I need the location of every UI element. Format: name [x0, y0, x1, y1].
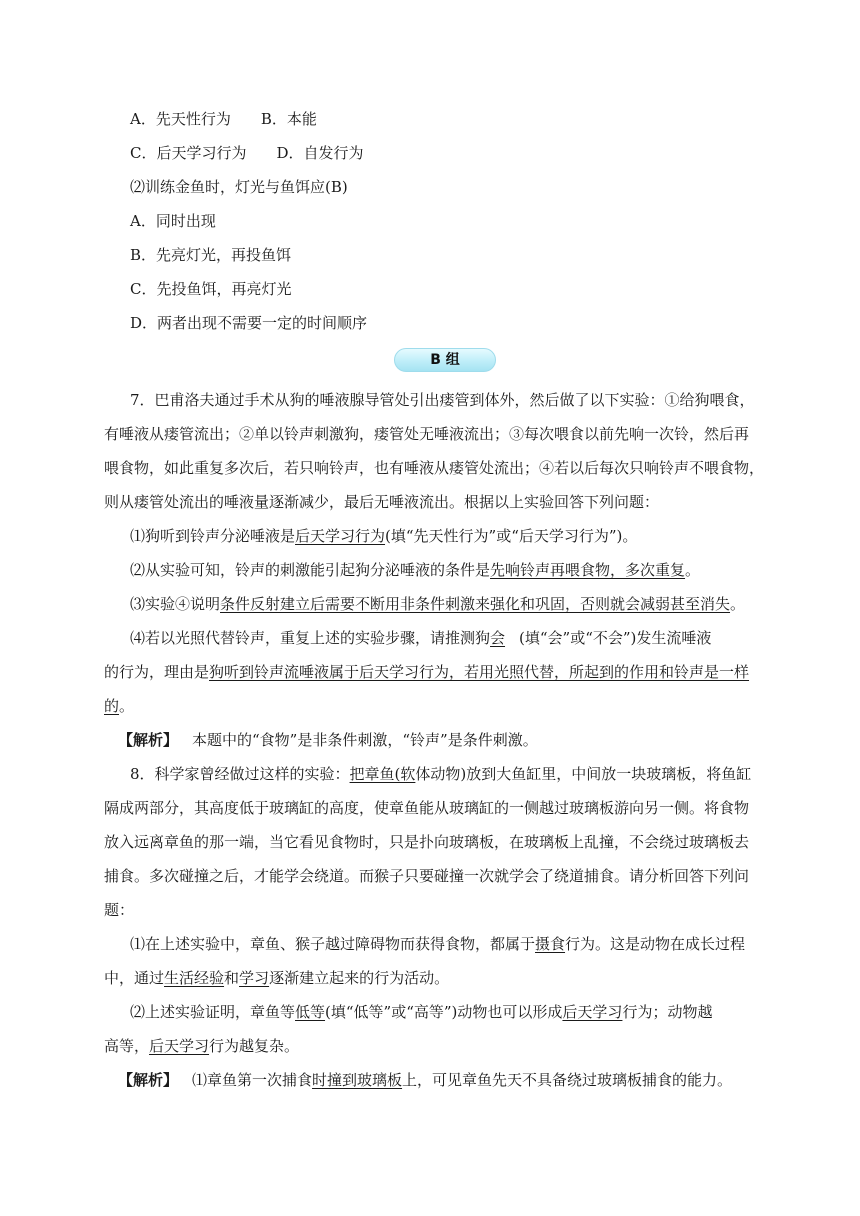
q7-sub2 — [130, 560, 700, 580]
q6-option-c: C．后天学习行为 — [130, 144, 247, 162]
q7-sub1-text: ⑴狗听到铃声分泌唾液是 — [130, 527, 296, 545]
q7-sub3-end: 。 — [730, 595, 746, 613]
q8-sub2 — [130, 1002, 712, 1022]
q8-sub1-l2-text: 中，通过 — [104, 969, 165, 987]
q7-sub4-line-2 — [104, 662, 749, 682]
q7-sub4-answer: 会 — [490, 629, 506, 647]
q8-sub1 — [130, 934, 745, 954]
q8-underlined-text: 把章鱼(软 — [349, 765, 416, 783]
q7-sub4-end: 。 — [119, 697, 135, 715]
q7-text-line-4: 则从瘘管处流出的唾液量逐渐减少，最后无唾液流出。根据以上实验回答下列问题： — [104, 493, 660, 511]
q7-sub4-line-3 — [104, 696, 134, 716]
q8-text-line-5: 题： — [104, 901, 135, 919]
q7-analysis-text: 本题中的“食物”是非条件刺激，“铃声”是条件刺激。 — [192, 731, 538, 749]
q6-sub2-option-d: D．两者出现不需要一定的时间顺序 — [130, 314, 368, 332]
q8-text-intro: 8．科学家曾经做过这样的实验： — [130, 765, 350, 783]
q7-sub2-text: ⑵从实验可知，铃声的刺激能引起狗分泌唾液的条件是 — [130, 561, 491, 579]
q8-sub2-rest: 行为；动物越 — [622, 1003, 713, 1021]
q8-sub2-answer-2: 后天学习 — [562, 1003, 623, 1021]
q8-text-line-3: 放入远离章鱼的那一端，当它看见食物时，只是扑向玻璃板，在玻璃板上乱撞，不会绕过玻璃板去 — [104, 833, 750, 851]
q8-analysis-rest: 上，可见章鱼先天不具备绕过玻璃板捕食的能力。 — [402, 1071, 733, 1089]
q7-sub1-hint: (填“先天性行为”或“后天学习行为”)。 — [385, 527, 638, 545]
q8-sub2-text: ⑵上述实验证明，章鱼等 — [130, 1003, 296, 1021]
q8-analysis-text: ⑴章鱼第一次捕食 — [192, 1071, 313, 1089]
q7-sub2-answer: 先响铃声再喂食物，多次重复 — [490, 561, 686, 579]
q6-options-row-1 — [130, 109, 317, 129]
q8-sub2-answer-1: 低等 — [295, 1003, 326, 1021]
q7-sub2-end: 。 — [685, 561, 701, 579]
q6-option-b: B．本能 — [260, 110, 317, 128]
q8-sub2-hint: (填“低等”或“高等”)动物也可以形成 — [325, 1003, 563, 1021]
q8-analysis — [118, 1070, 732, 1090]
q8-text-line-1 — [130, 764, 751, 784]
q8-sub1-answer-2: 生活经验 — [164, 969, 225, 987]
q7-sub4 — [130, 628, 711, 648]
q8-text-rest: 体动物)放到大鱼缸里，中间放一块玻璃板，将鱼缸 — [415, 765, 752, 783]
q8-sub1-answer-3: 学习 — [239, 969, 270, 987]
q8-text-line-4: 捕食。多次碰撞之后，才能学会绕道。而猴子只要碰撞一次就学会了绕道捕食。请分析回答下列问 — [104, 867, 750, 885]
q6-sub2-option-a: A．同时出现 — [130, 212, 216, 230]
q8-sub2-l2-text: 高等， — [104, 1037, 150, 1055]
q8-sub2-l2-rest: 行为越复杂。 — [209, 1037, 300, 1055]
q7-text-line-2: 有唾液从瘘管流出；②单以铃声刺激狗，瘘管处无唾液流出；③每次喂食以前先响一次铃，然后再 — [104, 425, 750, 443]
q8-sub1-text: ⑴在上述实验中，章鱼、猴子越过障碍物而获得食物，都属于 — [130, 935, 536, 953]
q7-sub3 — [130, 594, 745, 614]
q7-sub4-reason-label: 的行为，理由是 — [104, 663, 210, 681]
q7-sub4-hint: (填“会”或“不会”)发生流唾液 — [519, 629, 712, 647]
q6-sub2-question: ⑵训练金鱼时，灯光与鱼饵应(B) — [130, 178, 348, 196]
q6-sub2-option-c: C．先投鱼饵，再亮灯光 — [130, 280, 292, 298]
q7-text-line-3: 喂食物，如此重复多次后，若只响铃声，也有唾液从瘘管处流出；④若以后每次只响铃声不喂食物， — [104, 459, 765, 477]
q7-sub3-text: ⑶实验④说明 — [130, 595, 221, 613]
q7-sub3-answer: 条件反射建立后需要不断用非条件刺激来强化和巩固，否则就会减弱甚至消失 — [220, 595, 731, 613]
q8-sub1-answer: 摄食 — [535, 935, 566, 953]
q6-sub2-option-b: B．先亮灯光，再投鱼饵 — [130, 246, 292, 264]
q7-sub4-reason-answer: 狗听到铃声流唾液属于后天学习行为，若用光照代替，所起到的作用和铃声是一样 — [209, 663, 750, 681]
q7-analysis — [118, 730, 538, 750]
q7-sub1-answer: 后天学习行为 — [295, 527, 386, 545]
q8-text-line-2: 隔成两部分，其高度低于玻璃缸的高度，使章鱼能从玻璃缸的一侧越过玻璃板游向另一侧。将食物 — [104, 799, 750, 817]
q7-sub4-text: ⑷若以光照代替铃声，重复上述的实验步骤，请推测狗 — [130, 629, 491, 647]
q6-option-a: A．先天性行为 — [130, 110, 231, 128]
q7-sub1 — [130, 526, 637, 546]
q8-sub1-rest: 行为。这是动物在成长过程 — [565, 935, 746, 953]
q8-sub2-answer-3: 后天学习 — [149, 1037, 210, 1055]
q8-sub1-l2-rest: 逐渐建立起来的行为活动。 — [269, 969, 450, 987]
q8-analysis-label: 【解析】 — [118, 1071, 179, 1089]
q7-text-line-1: 7．巴甫洛夫通过手术从狗的唾液腺导管处引出瘘管到体外，然后做了以下实验：①给狗喂食， — [130, 391, 755, 409]
q6-option-d: D．自发行为 — [276, 144, 364, 162]
q8-analysis-underlined: 时撞到玻璃板 — [312, 1071, 403, 1089]
q7-sub4-reason-answer-end: 的 — [104, 697, 120, 715]
q8-sub2-line-2 — [104, 1036, 299, 1056]
q8-sub1-line-2 — [104, 968, 449, 988]
q7-analysis-label: 【解析】 — [118, 731, 179, 749]
q8-sub1-l2-and: 和 — [224, 969, 240, 987]
q6-options-row-2 — [130, 143, 364, 163]
section-b-banner: B 组 — [394, 348, 496, 372]
